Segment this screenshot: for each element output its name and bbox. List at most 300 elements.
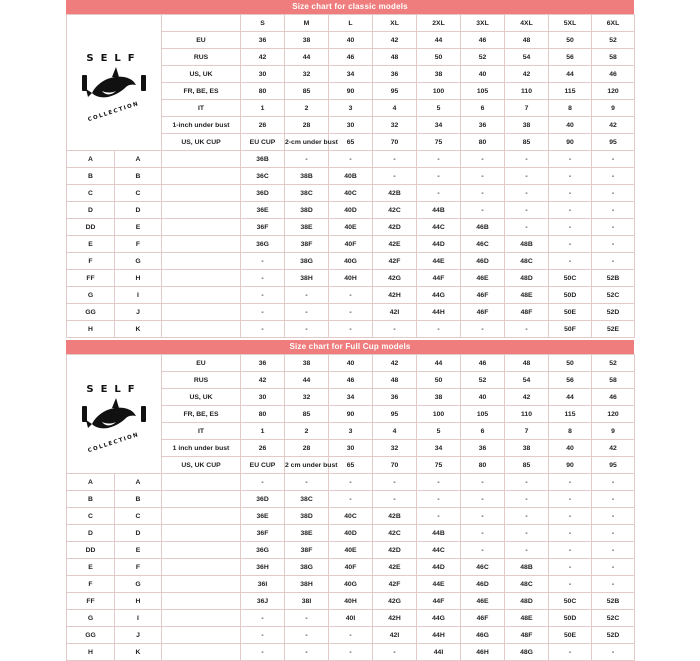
- cup-row: [67, 491, 635, 508]
- band-size-cell: -: [505, 542, 549, 559]
- band-size-cell: 40F: [329, 236, 373, 253]
- conversion-value: 58: [592, 49, 635, 66]
- band-size-cell: 44G: [417, 287, 461, 304]
- conversion-value: 2: [285, 100, 329, 117]
- band-size-cell: -: [285, 151, 329, 168]
- band-size-cell: 38G: [285, 559, 329, 576]
- band-size-cell: 42H: [373, 610, 417, 627]
- eu-cup-cell: K: [115, 644, 162, 661]
- under-bust-value: 85: [505, 457, 549, 474]
- band-size-cell: -: [417, 168, 461, 185]
- band-size-cell: 52E: [592, 321, 635, 338]
- conversion-value: 7: [505, 100, 549, 117]
- band-size-cell: -: [241, 644, 285, 661]
- conversion-value: 6: [461, 100, 505, 117]
- us-cup-cell: A: [67, 474, 115, 491]
- conversion-value: 52: [461, 372, 505, 389]
- blank-cell: [162, 287, 241, 304]
- band-size-cell: 36G: [241, 542, 285, 559]
- band-size-cell: 36I: [241, 576, 285, 593]
- logo-subtitle-text: COLLECTION: [87, 431, 141, 455]
- band-size-cell: 36J: [241, 593, 285, 610]
- band-size-cell: -: [373, 151, 417, 168]
- blank-cell: [162, 576, 241, 593]
- blank-cell: [162, 593, 241, 610]
- eu-cup-cell: B: [115, 491, 162, 508]
- conversion-value: 95: [373, 83, 417, 100]
- band-size-cell: 52C: [592, 287, 635, 304]
- band-size-cell: -: [592, 185, 635, 202]
- band-size-cell: -: [549, 644, 592, 661]
- band-size-cell: -: [549, 525, 592, 542]
- band-size-cell: -: [461, 491, 505, 508]
- band-size-cell: 38G: [285, 253, 329, 270]
- conversion-label: US, UK: [162, 389, 241, 406]
- orca-whale-icon: [86, 67, 136, 97]
- band-size-cell: -: [241, 610, 285, 627]
- band-size-cell: 42B: [373, 185, 417, 202]
- band-size-cell: -: [592, 491, 635, 508]
- band-size-cell: 40H: [329, 270, 373, 287]
- band-size-cell: 48F: [505, 304, 549, 321]
- eu-cup-cell: G: [115, 253, 162, 270]
- band-size-cell: 36B: [241, 151, 285, 168]
- band-size-cell: 46H: [461, 644, 505, 661]
- band-size-cell: 46E: [461, 593, 505, 610]
- band-size-cell: 40G: [329, 576, 373, 593]
- band-size-cell: -: [592, 151, 635, 168]
- conversion-value: 8: [549, 100, 592, 117]
- band-size-cell: 36D: [241, 185, 285, 202]
- band-size-cell: 46F: [461, 287, 505, 304]
- blank-cell: [162, 627, 241, 644]
- band-size-cell: -: [592, 525, 635, 542]
- band-size-cell: 46C: [461, 559, 505, 576]
- band-size-cell: 42H: [373, 287, 417, 304]
- size-header-cell: 4XL: [505, 15, 549, 32]
- conversion-value: 32: [285, 66, 329, 83]
- eu-cup-cell: E: [115, 542, 162, 559]
- band-size-cell: 38H: [285, 270, 329, 287]
- conversion-value: 100: [417, 406, 461, 423]
- conversion-value: 80: [241, 406, 285, 423]
- under-bust-value: 95: [592, 134, 635, 151]
- conversion-value: 48: [373, 49, 417, 66]
- size-header-cell: M: [285, 15, 329, 32]
- conversion-value: 36: [461, 440, 505, 457]
- eu-cup-cell: F: [115, 236, 162, 253]
- blank-cell: [162, 474, 241, 491]
- conversion-value: 90: [329, 83, 373, 100]
- conversion-value: 90: [329, 406, 373, 423]
- logo-subtitle-text: COLLECTION: [87, 100, 141, 123]
- us-cup-cell: D: [67, 202, 115, 219]
- us-cup-cell: F: [67, 576, 115, 593]
- band-size-cell: -: [505, 474, 549, 491]
- band-size-cell: 48C: [505, 253, 549, 270]
- conversion-value: 115: [549, 83, 592, 100]
- eu-cup-cell: H: [115, 593, 162, 610]
- band-size-cell: -: [417, 474, 461, 491]
- classic-table-body: [67, 15, 635, 338]
- cup-row: [67, 576, 635, 593]
- band-size-cell: -: [461, 168, 505, 185]
- band-size-cell: 44D: [417, 559, 461, 576]
- size-row: [67, 15, 635, 32]
- cup-row: [67, 168, 635, 185]
- conversion-value: 95: [373, 406, 417, 423]
- band-size-cell: 50F: [549, 321, 592, 338]
- band-size-cell: 52C: [592, 610, 635, 627]
- conversion-value: 26: [241, 440, 285, 457]
- band-size-cell: 44G: [417, 610, 461, 627]
- eu-cup-cell: J: [115, 627, 162, 644]
- band-size-cell: 36E: [241, 202, 285, 219]
- conversion-value: 1: [241, 100, 285, 117]
- conversion-value: 40: [329, 355, 373, 372]
- conversion-value: 40: [461, 389, 505, 406]
- band-size-cell: 50E: [549, 627, 592, 644]
- conversion-value: 34: [329, 66, 373, 83]
- conversion-value: 42: [592, 117, 635, 134]
- band-size-cell: -: [549, 236, 592, 253]
- conversion-value: 58: [592, 372, 635, 389]
- eu-cup-cell: A: [115, 151, 162, 168]
- band-size-cell: 48E: [505, 610, 549, 627]
- under-bust-value: 85: [505, 134, 549, 151]
- under-bust-value: 65: [329, 457, 373, 474]
- cup-row: [67, 593, 635, 610]
- eu-cup-cell: E: [115, 219, 162, 236]
- band-size-cell: -: [285, 304, 329, 321]
- eu-cup-cell: K: [115, 321, 162, 338]
- cup-row: [67, 474, 635, 491]
- band-size-cell: -: [549, 168, 592, 185]
- conversion-label: US, UK: [162, 66, 241, 83]
- fullcup-chart-title: Size chart for Full Cup models: [66, 340, 634, 354]
- band-size-cell: 40E: [329, 219, 373, 236]
- conversion-value: 50: [417, 49, 461, 66]
- band-size-cell: 42C: [373, 525, 417, 542]
- size-header-cell: 5XL: [549, 15, 592, 32]
- band-size-cell: -: [285, 287, 329, 304]
- blank-cell: [162, 304, 241, 321]
- fullcup-size-table: [66, 354, 635, 661]
- under-bust-value: 90: [549, 457, 592, 474]
- blank-cell: [162, 491, 241, 508]
- band-size-cell: -: [549, 559, 592, 576]
- band-size-cell: 48E: [505, 287, 549, 304]
- band-size-cell: 38D: [285, 202, 329, 219]
- conversion-value: 38: [505, 440, 549, 457]
- classic-chart-title: Size chart for classic models: [66, 0, 634, 14]
- band-size-cell: 44E: [417, 253, 461, 270]
- us-cup-cell: E: [67, 236, 115, 253]
- eu-cup-cell: C: [115, 185, 162, 202]
- band-size-cell: -: [461, 508, 505, 525]
- conversion-label: 1 inch under bust: [162, 440, 241, 457]
- band-size-cell: -: [505, 219, 549, 236]
- band-size-cell: 42I: [373, 627, 417, 644]
- blank-cell: [162, 219, 241, 236]
- band-size-cell: -: [461, 321, 505, 338]
- band-size-cell: -: [417, 491, 461, 508]
- band-size-cell: -: [461, 151, 505, 168]
- us-cup-cell: C: [67, 508, 115, 525]
- band-size-cell: 40D: [329, 202, 373, 219]
- us-cup-cell: GG: [67, 304, 115, 321]
- band-size-cell: -: [592, 576, 635, 593]
- band-size-cell: -: [241, 627, 285, 644]
- band-size-cell: -: [505, 185, 549, 202]
- conversion-value: 50: [417, 372, 461, 389]
- cup-row: [67, 644, 635, 661]
- band-size-cell: 52D: [592, 627, 635, 644]
- us-cup-cell: GG: [67, 627, 115, 644]
- band-size-cell: -: [461, 185, 505, 202]
- conversion-value: 44: [417, 355, 461, 372]
- size-header-cell: XL: [373, 15, 417, 32]
- band-size-cell: -: [373, 168, 417, 185]
- orca-whale-icon: [86, 398, 136, 428]
- conversion-value: 46: [592, 389, 635, 406]
- band-size-cell: 44C: [417, 542, 461, 559]
- band-size-cell: -: [329, 644, 373, 661]
- band-size-cell: -: [329, 627, 373, 644]
- band-size-cell: 46B: [461, 219, 505, 236]
- cup-row: [67, 525, 635, 542]
- band-size-cell: 40H: [329, 593, 373, 610]
- conversion-value: 85: [285, 406, 329, 423]
- band-size-cell: -: [241, 270, 285, 287]
- logo-brand-text: SELF: [86, 52, 142, 64]
- under-bust-value: 90: [549, 134, 592, 151]
- band-size-cell: -: [505, 491, 549, 508]
- under-bust-value: 70: [373, 134, 417, 151]
- cup-row: [67, 321, 635, 338]
- band-size-cell: 36C: [241, 168, 285, 185]
- band-size-cell: 38I: [285, 593, 329, 610]
- fullcup-size-chart: [66, 340, 634, 661]
- blank-cell: [162, 168, 241, 185]
- band-size-cell: -: [505, 168, 549, 185]
- conversion-value: 40: [549, 117, 592, 134]
- conversion-value: 46: [461, 355, 505, 372]
- conversion-value: 5: [417, 423, 461, 440]
- band-size-cell: -: [592, 236, 635, 253]
- conversion-value: 42: [241, 49, 285, 66]
- band-size-cell: 46F: [461, 610, 505, 627]
- band-size-cell: -: [329, 287, 373, 304]
- us-cup-cell: DD: [67, 542, 115, 559]
- conversion-label: 1-inch under bust: [162, 117, 241, 134]
- band-size-cell: 48B: [505, 559, 549, 576]
- band-size-cell: -: [241, 253, 285, 270]
- blank-cell: [162, 542, 241, 559]
- band-size-cell: 52B: [592, 270, 635, 287]
- conversion-label: FR, BE, ES: [162, 83, 241, 100]
- conversion-value: 34: [329, 389, 373, 406]
- blank-cell: [162, 270, 241, 287]
- band-size-cell: -: [505, 508, 549, 525]
- band-size-cell: -: [592, 559, 635, 576]
- band-size-cell: -: [241, 474, 285, 491]
- cup-row: [67, 287, 635, 304]
- conversion-value: 44: [285, 49, 329, 66]
- conversion-value: 34: [417, 117, 461, 134]
- band-size-cell: -: [285, 474, 329, 491]
- band-size-cell: -: [549, 253, 592, 270]
- conversion-value: 36: [373, 389, 417, 406]
- conversion-value: 3: [329, 100, 373, 117]
- band-size-cell: 46F: [461, 304, 505, 321]
- under-bust-value: 75: [417, 134, 461, 151]
- band-size-cell: 46D: [461, 253, 505, 270]
- eu-cup-cell: J: [115, 304, 162, 321]
- conversion-value: 52: [461, 49, 505, 66]
- band-size-cell: -: [549, 576, 592, 593]
- band-size-cell: -: [505, 321, 549, 338]
- eu-cup-header: EU CUP: [241, 134, 285, 151]
- band-size-cell: 50D: [549, 287, 592, 304]
- band-size-cell: -: [592, 219, 635, 236]
- logo-cell: [67, 355, 162, 474]
- eu-cup-cell: H: [115, 270, 162, 287]
- fullcup-table-body: [67, 355, 635, 661]
- blank-cell: [162, 185, 241, 202]
- conversion-value: 6: [461, 423, 505, 440]
- conversion-value: 80: [241, 83, 285, 100]
- under-bust-value: 80: [461, 134, 505, 151]
- conversion-value: 56: [549, 49, 592, 66]
- conversion-value: 30: [241, 389, 285, 406]
- conversion-value: 2: [285, 423, 329, 440]
- us-cup-cell: G: [67, 287, 115, 304]
- band-size-cell: -: [241, 287, 285, 304]
- cup-row: [67, 304, 635, 321]
- band-size-cell: -: [417, 185, 461, 202]
- band-size-cell: -: [549, 185, 592, 202]
- band-size-cell: -: [505, 525, 549, 542]
- conversion-label: RUS: [162, 372, 241, 389]
- band-size-cell: 42F: [373, 253, 417, 270]
- band-size-cell: 38C: [285, 491, 329, 508]
- conversion-value: 36: [241, 355, 285, 372]
- conversion-value: 46: [592, 66, 635, 83]
- conversion-value: 42: [373, 355, 417, 372]
- conversion-value: 50: [549, 355, 592, 372]
- cup-row: [67, 542, 635, 559]
- band-size-cell: 42B: [373, 508, 417, 525]
- conversion-value: 36: [461, 117, 505, 134]
- eu-cup-cell: G: [115, 576, 162, 593]
- band-size-cell: 36F: [241, 525, 285, 542]
- us-cup-cell: H: [67, 644, 115, 661]
- band-size-cell: 44H: [417, 304, 461, 321]
- band-size-cell: 40D: [329, 525, 373, 542]
- band-size-cell: 48F: [505, 627, 549, 644]
- band-size-cell: 38E: [285, 525, 329, 542]
- conversion-value: 54: [505, 372, 549, 389]
- band-size-cell: 38D: [285, 508, 329, 525]
- band-size-cell: 42F: [373, 576, 417, 593]
- band-size-cell: 36D: [241, 491, 285, 508]
- band-size-cell: 52B: [592, 593, 635, 610]
- conversion-value: 30: [241, 66, 285, 83]
- band-size-cell: 42I: [373, 304, 417, 321]
- eu-cup-cell: D: [115, 202, 162, 219]
- cup-row: [67, 627, 635, 644]
- band-size-cell: 44D: [417, 236, 461, 253]
- band-size-cell: 38F: [285, 236, 329, 253]
- cup-row: [67, 202, 635, 219]
- logo-cell: [67, 15, 162, 151]
- band-size-cell: -: [329, 474, 373, 491]
- us-cup-cell: FF: [67, 593, 115, 610]
- cup-row: [67, 253, 635, 270]
- band-size-cell: -: [505, 151, 549, 168]
- band-size-cell: 50D: [549, 610, 592, 627]
- band-size-cell: 42C: [373, 202, 417, 219]
- conversion-value: 30: [329, 117, 373, 134]
- band-size-cell: 46D: [461, 576, 505, 593]
- band-size-cell: 42E: [373, 559, 417, 576]
- band-size-cell: 44F: [417, 593, 461, 610]
- cup-row: [67, 236, 635, 253]
- conversion-value: 120: [592, 406, 635, 423]
- conversion-value: 42: [505, 66, 549, 83]
- conversion-label: RUS: [162, 49, 241, 66]
- band-size-cell: -: [592, 202, 635, 219]
- band-size-cell: -: [285, 610, 329, 627]
- conversion-value: 30: [329, 440, 373, 457]
- band-size-cell: 46G: [461, 627, 505, 644]
- conversion-value: 44: [549, 389, 592, 406]
- conversion-value: 38: [285, 32, 329, 49]
- band-size-cell: -: [549, 542, 592, 559]
- band-size-cell: 40F: [329, 559, 373, 576]
- eu-cup-cell: I: [115, 287, 162, 304]
- band-size-cell: -: [329, 151, 373, 168]
- band-size-cell: 40B: [329, 168, 373, 185]
- band-size-cell: 42D: [373, 219, 417, 236]
- conversion-value: 28: [285, 440, 329, 457]
- band-size-cell: -: [329, 304, 373, 321]
- band-size-cell: -: [592, 542, 635, 559]
- classic-size-chart: [66, 0, 634, 338]
- size-header-cell: L: [329, 15, 373, 32]
- band-size-cell: -: [373, 491, 417, 508]
- us-cup-cell: FF: [67, 270, 115, 287]
- conversion-value: 1: [241, 423, 285, 440]
- band-size-cell: 40C: [329, 185, 373, 202]
- conversion-value: 7: [505, 423, 549, 440]
- under-bust-value: 75: [417, 457, 461, 474]
- under-bust-value: 65: [329, 134, 373, 151]
- band-size-cell: -: [241, 304, 285, 321]
- band-size-cell: 40I: [329, 610, 373, 627]
- size-label-cell: [162, 15, 241, 32]
- conversion-value: 52: [592, 32, 635, 49]
- band-size-cell: 42D: [373, 542, 417, 559]
- band-size-cell: -: [592, 168, 635, 185]
- band-size-cell: 38E: [285, 219, 329, 236]
- cup-row: [67, 219, 635, 236]
- band-size-cell: -: [285, 644, 329, 661]
- band-size-cell: 36G: [241, 236, 285, 253]
- us-cup-cell: B: [67, 491, 115, 508]
- band-size-cell: -: [461, 474, 505, 491]
